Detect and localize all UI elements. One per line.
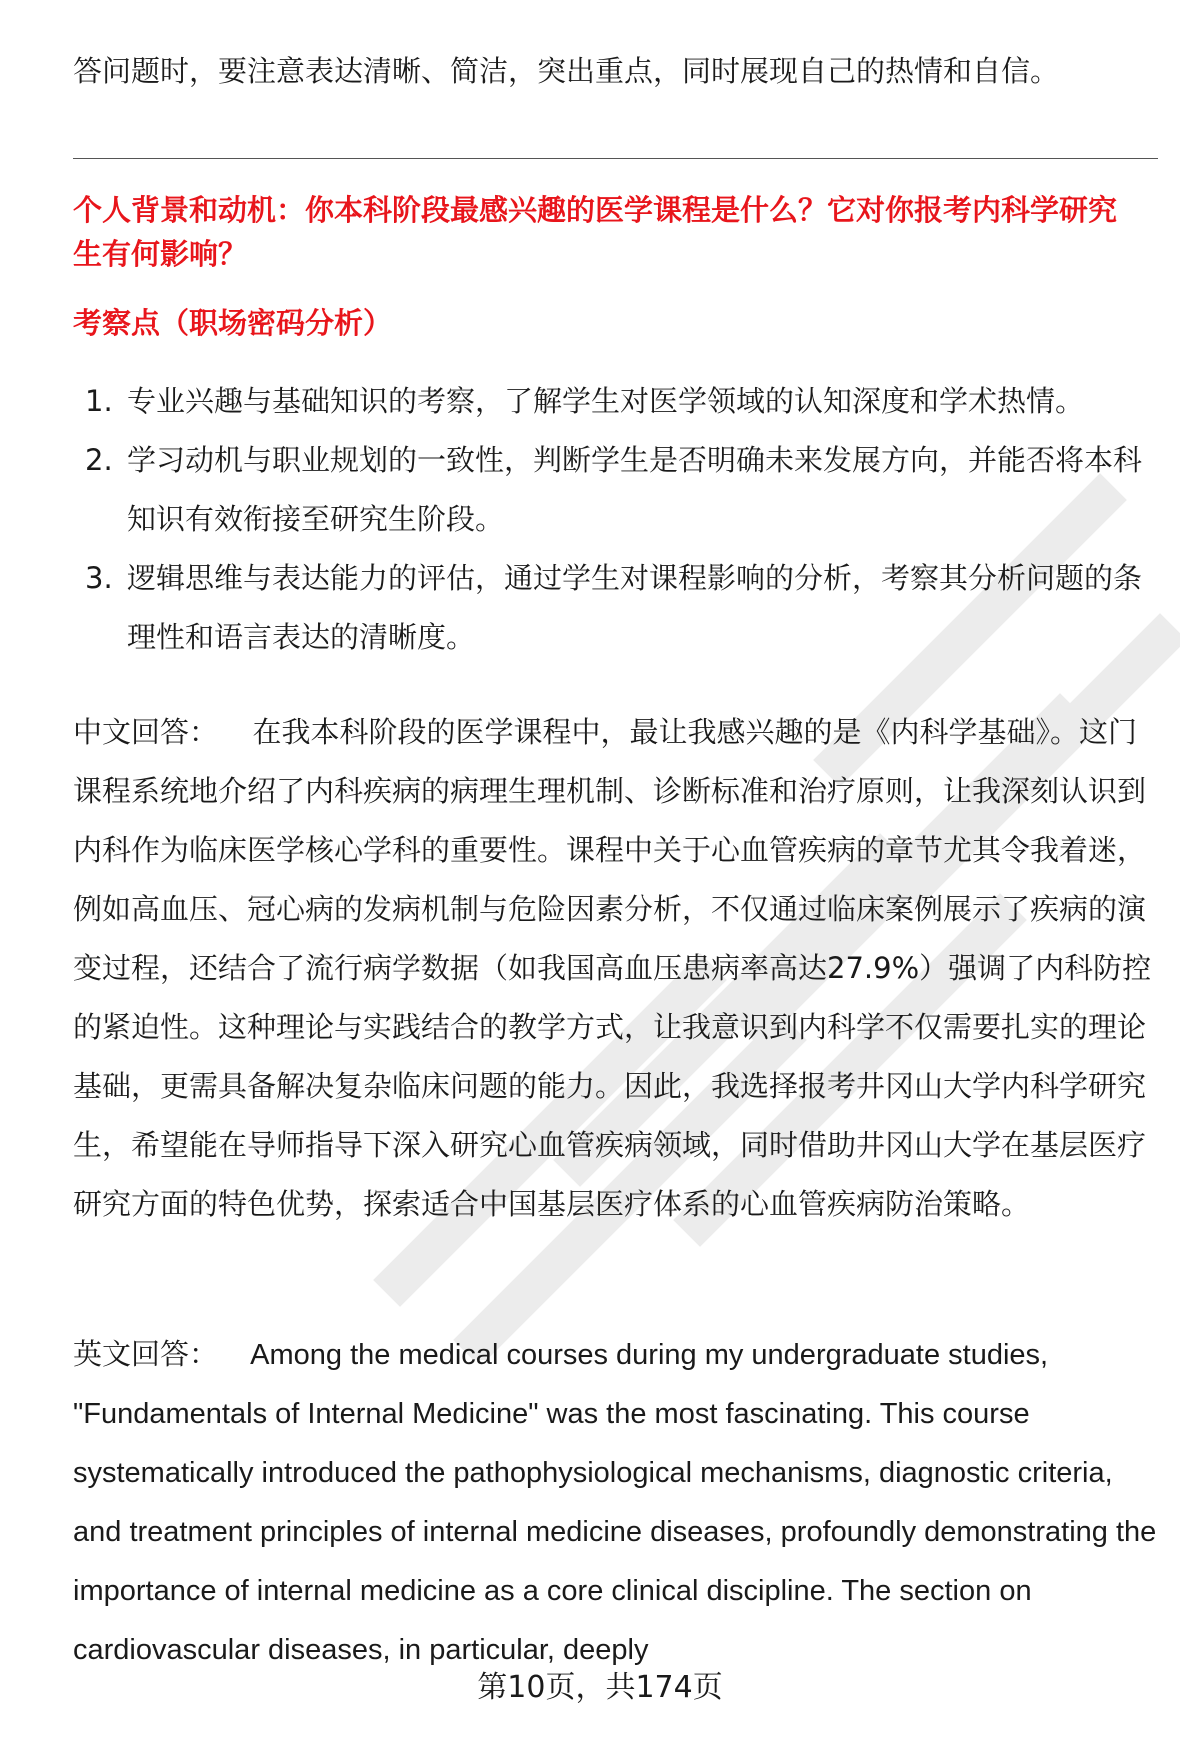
list-item [73, 549, 1158, 667]
chinese-answer-label: 中文回答： [73, 715, 219, 749]
section-divider [73, 158, 1158, 159]
page-footer: 第10页，共174页 [477, 1670, 723, 1705]
list-item [73, 431, 1158, 549]
list-item [73, 372, 1158, 431]
english-answer [73, 1326, 1161, 1680]
english-answer-label: 英文回答： [73, 1339, 219, 1371]
list-item-text: 专业兴趣与基础知识的考察，了解学生对医学领域的认知深度和学术热情。 [127, 384, 1085, 418]
list-item-number: 3. [85, 561, 113, 595]
list-item-text: 学习动机与职业规划的一致性，判断学生是否明确未来发展方向，并能否将本科知识有效衔接至研究生阶段。 [127, 443, 1143, 536]
question-line-1: 个人背景和动机：你本科阶段最感兴趣的医学课程是什么？它对你报考内科学研究 [73, 193, 1118, 227]
intro-line: 答问题时，要注意表达清晰、简洁，突出重点，同时展现自己的热情和自信。 [73, 54, 1060, 88]
english-answer-text: Among the medical courses during my undergraduate studies, "Fundamentals of Internal Medicine" was the most fascinating. This course systematically introduced the pathophysiological mechanisms, diagnostic criteria, and treatment principles of internal medicine diseases, profoundly demonstrating the importance of internal medicine as a core clinical discipline. The section on cardiovascular diseases, in particular, deeply [73, 1339, 1157, 1666]
chinese-answer [73, 703, 1161, 1234]
list-item-number: 1. [85, 384, 113, 418]
assessment-title: 考察点（职场密码分析） [73, 306, 393, 340]
assessment-list [73, 372, 1158, 667]
chinese-answer-text: 在我本科阶段的医学课程中，最让我感兴趣的是《内科学基础》。这门课程系统地介绍了内科疾病的病理生理机制、诊断标准和治疗原则，让我深刻认识到内科作为临床医学核心学科的重要性。课程中关于心血管疾病的章节尤其令我着迷，例如高血压、冠心病的发病机制与危险因素分析，不仅通过临床案例展示了疾病的演变过程，还结合了流行病学数据（如我国高血压患病率高达27.9%）强调了内科防控的紧迫性。这种理论与实践结合的教学方式，让我意识到内科学不仅需要扎实的理论基础，更需具备解决复杂临床问题的能力。因此，我选择报考井冈山大学内科学研究生，希望能在导师指导下深入研究心血管疾病领域，同时借助井冈山大学在基层医疗研究方面的特色优势，探索适合中国基层医疗体系的心血管疾病防治策略。 [73, 715, 1152, 1221]
question-line-2: 生有何影响？ [73, 237, 248, 271]
list-item-text: 逻辑思维与表达能力的评估，通过学生对课程影响的分析，考察其分析问题的条理性和语言表达的清晰度。 [127, 561, 1143, 654]
list-item-number: 2. [85, 443, 113, 477]
